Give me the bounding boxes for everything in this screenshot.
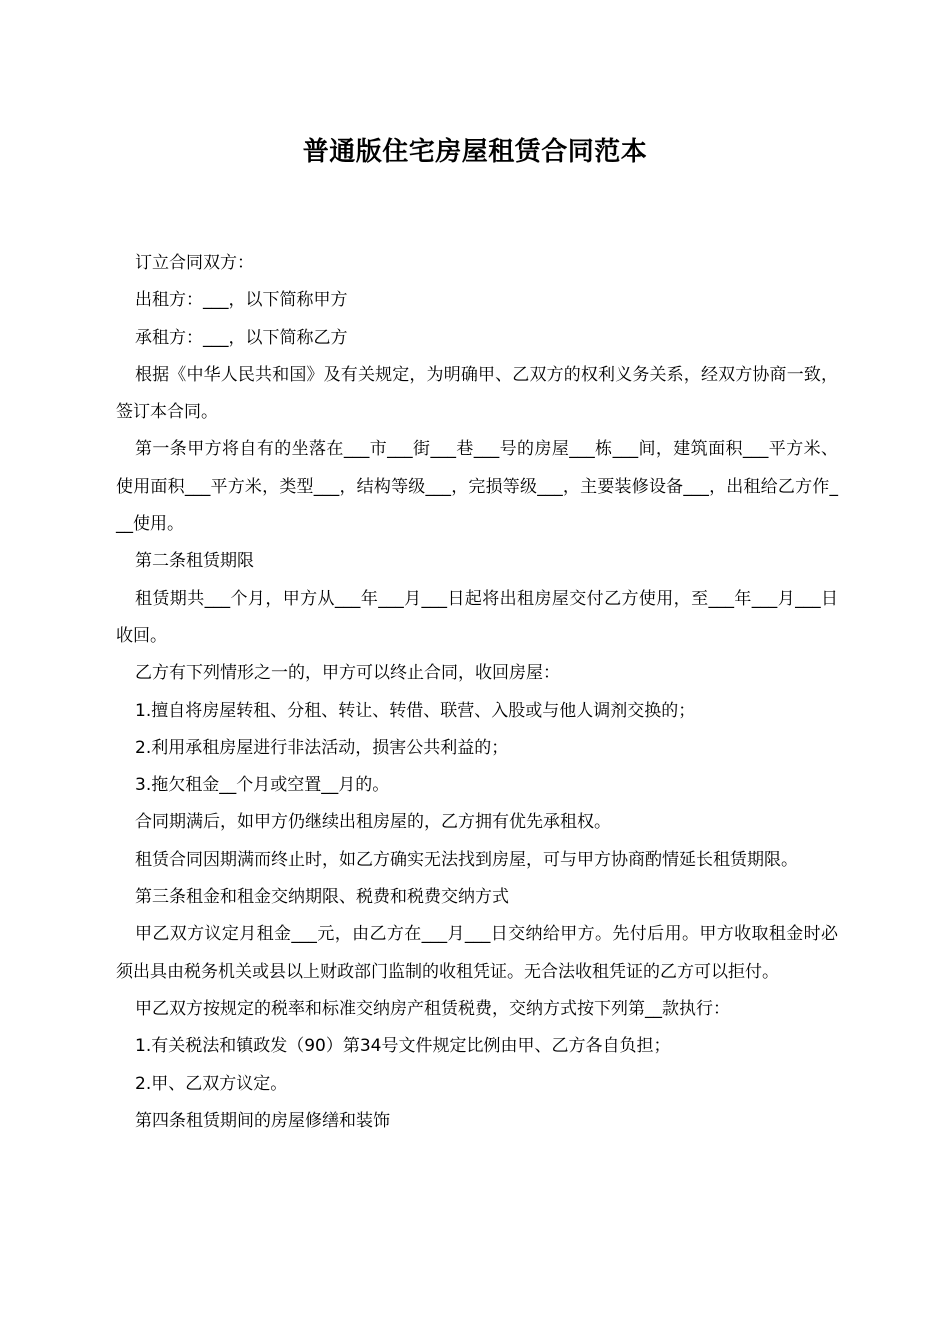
paragraph-parties-heading: 订立合同双方： bbox=[135, 253, 254, 273]
list-item: 1.擅自将房屋转租、分租、转让、转借、联营、入股或与他人调剂交换的； bbox=[135, 700, 696, 721]
paragraph-lessee: 承租方：___，以下简称乙方 bbox=[135, 327, 348, 348]
paragraph-article-1: 第一条甲方将自有的坐落在___市___街___巷___号的房屋___栋___间，建筑面积___平方米、使用面积___平方米，类型___，结构等级___，完损等级___，主要装修设备___，出租给乙方作___使用。 bbox=[116, 439, 838, 535]
document-body bbox=[116, 245, 838, 1140]
list-item: 1.有关税法和镇政发（90）第34号文件规定比例由甲、乙方各自负担； bbox=[135, 1036, 671, 1057]
paragraph-extension: 租赁合同因期满而终止时，如乙方确实无法找到房屋，可与甲方协商酌情延长租赁期限。 bbox=[135, 849, 798, 870]
list-item: 2.甲、乙双方议定。 bbox=[135, 1073, 288, 1094]
paragraph-priority-right: 合同期满后，如甲方仍继续出租房屋的，乙方拥有优先承租权。 bbox=[135, 812, 611, 833]
paragraph-tax-payment: 甲乙双方按规定的税率和标准交纳房产租赁税费，交纳方式按下列第__款执行： bbox=[135, 998, 730, 1019]
paragraph-termination-conditions: 乙方有下列情形之一的，甲方可以终止合同，收回房屋： bbox=[135, 663, 560, 684]
paragraph-preamble: 根据《中华人民共和国》及有关规定，为明确甲、乙双方的权利义务关系，经双方协商一致，签订本合同。 bbox=[116, 364, 838, 423]
list-item: 3.拖欠租金__个月或空置__月的。 bbox=[135, 775, 390, 796]
paragraph-article-4-heading: 第四条租赁期间的房屋修缮和装饰 bbox=[135, 1110, 390, 1131]
paragraph-lease-term: 租赁期共___个月，甲方从___年___月___日起将出租房屋交付乙方使用，至___年___月___日收回。 bbox=[116, 588, 838, 646]
paragraph-article-2-heading: 第二条租赁期限 bbox=[135, 551, 254, 572]
paragraph-article-3-heading: 第三条租金和租金交纳期限、税费和税费交纳方式 bbox=[135, 887, 509, 908]
paragraph-lessor: 出租方：___，以下简称甲方 bbox=[135, 290, 348, 311]
document-title: 普通版住宅房屋租赁合同范本 bbox=[302, 137, 648, 167]
paragraph-rent-payment: 甲乙双方议定月租金___元，由乙方在___月___日交纳给甲方。先付后用。甲方收取租金时必须出具由税务机关或县以上财政部门监制的收租凭证。无合法收租凭证的乙方可以拒付。 bbox=[116, 924, 838, 982]
list-item: 2.利用承租房屋进行非法活动，损害公共利益的； bbox=[135, 737, 509, 758]
